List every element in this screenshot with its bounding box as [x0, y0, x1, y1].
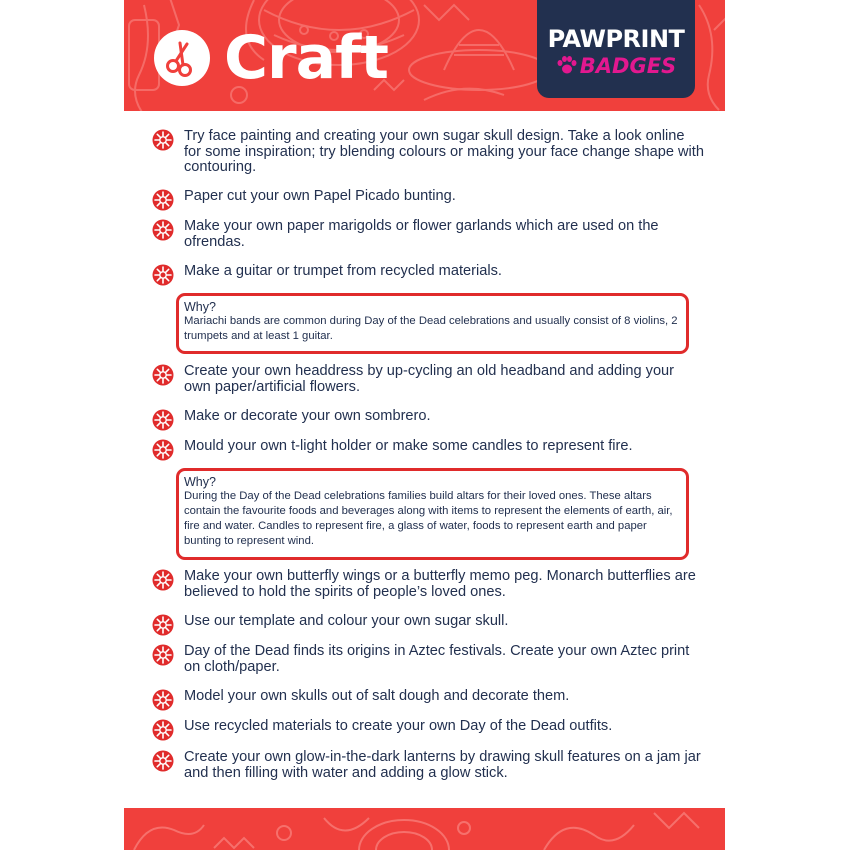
- flower-bullet-icon: [152, 439, 174, 461]
- item-text: Use recycled materials to create your own Day of the Dead outfits.: [184, 718, 613, 734]
- why-body: During the Day of the Dead celebrations families build altars for their loved ones. These altars contain the favourite foods and beverages along with items to represent the elements of earth, air, fire and water. Candles to represent fire, a glass of water, foods to represent earth and paper bunting to represent wind.: [184, 490, 673, 547]
- why-box: [176, 468, 689, 560]
- footer-decoration: [124, 808, 725, 850]
- item-text: Day of the Dead finds its origins in Aztec festivals. Create your own Aztec print on cloth/paper.: [184, 643, 690, 675]
- why-title: Why?: [184, 475, 216, 489]
- flower-bullet-icon: [152, 614, 174, 636]
- why-body: Mariachi bands are common during Day of the Dead celebrations and usually consist of 8 violins, 2 trumpets and at least 1 guitar.: [184, 315, 678, 342]
- item-text: Model your own skulls out of salt dough and decorate them.: [184, 688, 570, 704]
- item-text: Use our template and colour your own sugar skull.: [184, 613, 509, 629]
- page-title: Craft: [224, 23, 388, 93]
- flower-bullet-icon: [152, 219, 174, 241]
- footer-banner: [124, 808, 725, 850]
- brand-name-line1: PAWPRINT: [547, 25, 685, 53]
- flower-bullet-icon: [152, 719, 174, 741]
- item-text: Mould your own t-light holder or make some candles to represent fire.: [184, 438, 633, 454]
- item-text: Make a guitar or trumpet from recycled materials.: [184, 263, 502, 279]
- flower-bullet-icon: [152, 750, 174, 772]
- flower-bullet-icon: [152, 264, 174, 286]
- item-text: Make or decorate your own sombrero.: [184, 408, 431, 424]
- flower-bullet-icon: [152, 644, 174, 666]
- item-text: Paper cut your own Papel Picado bunting.: [184, 188, 456, 204]
- item-text: Create your own glow-in-the-dark lanterns by drawing skull features on a jam jar and then filling with water and adding a glow stick.: [184, 749, 701, 781]
- item-text: Make your own butterfly wings or a butterfly memo peg. Monarch butterflies are believed to hold the spirits of people’s loved ones.: [184, 568, 696, 600]
- flower-bullet-icon: [152, 129, 174, 151]
- why-title: Why?: [184, 300, 216, 314]
- flower-bullet-icon: [152, 189, 174, 211]
- flower-bullet-icon: [152, 409, 174, 431]
- brand-name-line2: BADGES: [579, 54, 677, 78]
- flower-bullet-icon: [152, 569, 174, 591]
- activity-list: [124, 0, 725, 850]
- activity-sheet: [124, 0, 725, 850]
- why-box: [176, 293, 689, 354]
- item-text: Try face painting and creating your own sugar skull design. Take a look online for some inspiration; try blending colours or making your face change shape with contouring.: [184, 128, 704, 175]
- flower-bullet-icon: [152, 689, 174, 711]
- item-text: Create your own headdress by up-cycling an old headband and adding your own paper/artificial flowers.: [184, 363, 675, 395]
- flower-bullet-icon: [152, 364, 174, 386]
- item-text: Make your own paper marigolds or flower garlands which are used on the ofrendas.: [184, 218, 659, 250]
